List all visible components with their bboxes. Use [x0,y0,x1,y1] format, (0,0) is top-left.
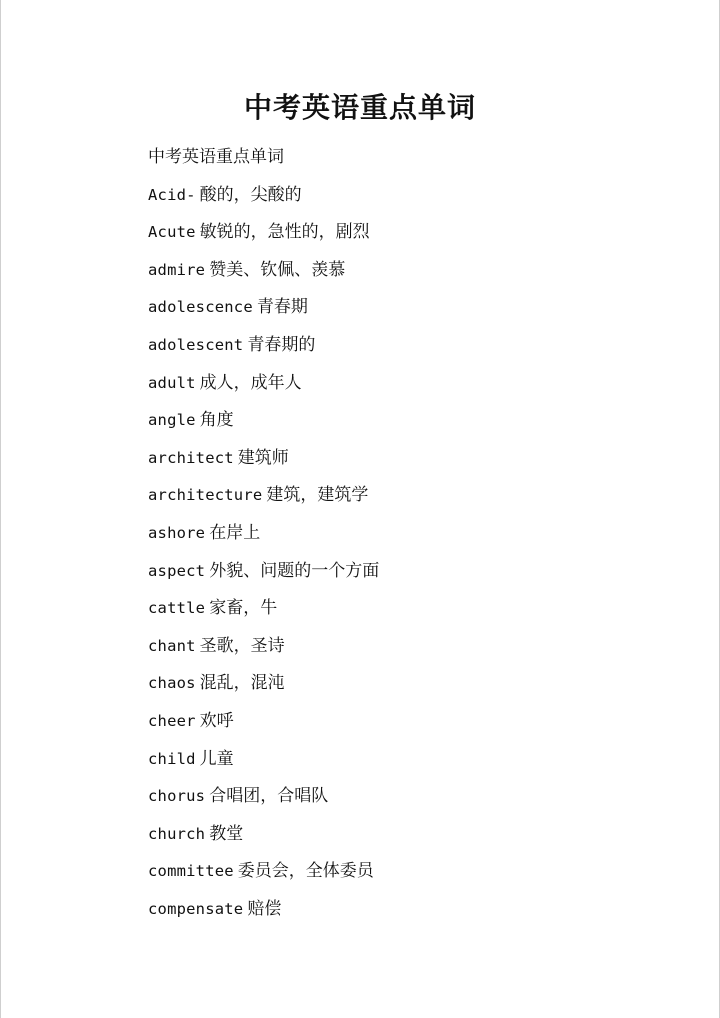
vocab-word: adolescence [148,298,253,317]
vocab-entry [148,783,688,821]
vocab-entry [148,219,688,257]
vocab-meaning: 角度 [199,410,234,431]
vocab-entry [148,858,688,896]
vocab-word: angle [148,411,196,430]
vocab-word: adult [148,373,196,392]
vocab-entry [148,746,688,784]
vocab-entry [148,370,688,408]
vocab-meaning: 青春期 [256,297,308,318]
vocab-meaning: 酸的，尖酸的 [199,184,302,205]
entries-container [148,182,688,934]
vocab-word: chaos [148,674,196,693]
vocab-word: church [148,824,206,843]
vocab-meaning: 赔偿 [247,898,282,919]
vocab-entry [148,182,688,220]
vocab-word: architect [148,448,234,467]
vocabulary-list [148,144,688,933]
vocab-meaning: 建筑师 [237,447,289,468]
vocab-word: child [148,749,196,768]
vocab-word: compensate [148,899,244,918]
document-title: 中考英语重点单词 [243,91,476,124]
vocab-meaning: 合唱团，合唱队 [209,786,329,807]
vocab-entry [148,558,688,596]
vocab-entry [148,896,688,934]
vocab-meaning: 委员会，全体委员 [237,861,374,882]
vocab-entry [148,595,688,633]
document-subtitle: 中考英语重点单词 [148,147,284,167]
vocab-word: Acid- [148,185,196,204]
vocab-entry [148,482,688,520]
vocab-meaning: 在岸上 [209,522,261,543]
vocab-meaning: 圣歌，圣诗 [199,635,285,656]
vocab-word: chant [148,636,196,655]
vocab-meaning: 赞美、钦佩、羡慕 [209,259,346,280]
vocab-meaning: 建筑，建筑学 [266,485,369,506]
vocab-word: admire [148,260,206,279]
vocab-meaning: 儿童 [199,748,234,769]
vocab-word: cattle [148,599,206,618]
vocab-meaning: 敏锐的，急性的，剧烈 [199,222,370,243]
vocab-word: ashore [148,523,206,542]
vocab-entry [148,445,688,483]
vocab-word: cheer [148,711,196,730]
vocab-meaning: 成人，成年人 [199,372,302,393]
page-edge-left [0,0,1,1018]
vocab-meaning: 青春期的 [247,334,316,355]
vocab-meaning: 外貌、问题的一个方面 [209,560,380,581]
vocab-entry [148,407,688,445]
vocab-word: architecture [148,486,263,505]
vocab-meaning: 家畜，牛 [209,598,278,619]
vocab-entry [148,708,688,746]
vocab-meaning: 教堂 [209,823,244,844]
vocab-meaning: 欢呼 [199,710,234,731]
vocab-word: chorus [148,787,206,806]
vocab-word: committee [148,862,234,881]
vocab-entry [148,294,688,332]
vocab-entry [148,257,688,295]
vocab-word: adolescent [148,335,244,354]
vocab-word: Acute [148,223,196,242]
vocab-entry [148,332,688,370]
vocab-entry [148,633,688,671]
vocab-entry [148,821,688,859]
vocab-meaning: 混乱，混沌 [199,673,285,694]
vocab-entry [148,520,688,558]
vocab-word: aspect [148,561,206,580]
vocab-entry [148,670,688,708]
